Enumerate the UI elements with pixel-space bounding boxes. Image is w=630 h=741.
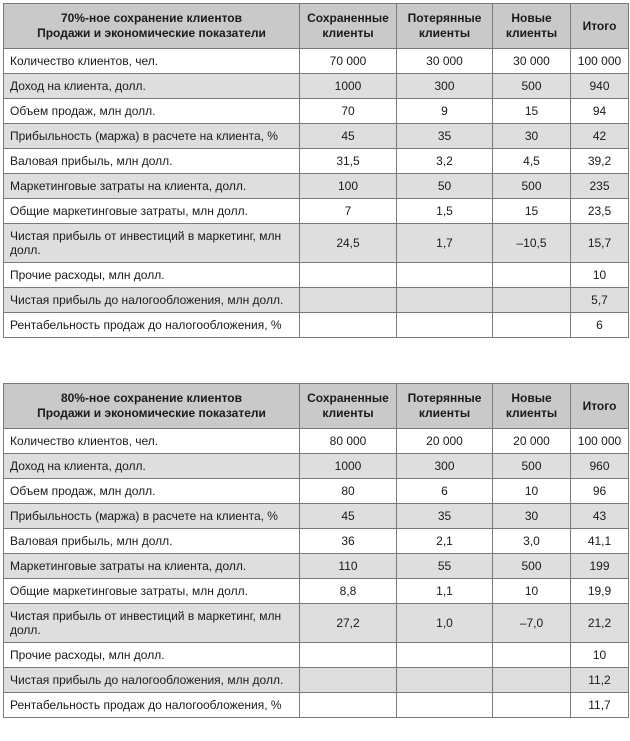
cell-total: 19,9 xyxy=(571,579,629,604)
cell-retained: 110 xyxy=(300,554,397,579)
table-body xyxy=(4,49,629,338)
table-row xyxy=(4,554,629,579)
cell-lost xyxy=(397,693,493,718)
cell-new: 500 xyxy=(493,554,571,579)
cell-retained: 7 xyxy=(300,199,397,224)
column-header-total: Итого xyxy=(571,4,629,49)
column-header-retained: Сохраненные клиенты xyxy=(300,384,397,429)
column-header-lost: Потерянные клиенты xyxy=(397,4,493,49)
cell-new: 500 xyxy=(493,74,571,99)
table-row xyxy=(4,224,629,263)
table-row xyxy=(4,263,629,288)
table-row xyxy=(4,288,629,313)
cell-lost xyxy=(397,668,493,693)
cell-new: 3,0 xyxy=(493,529,571,554)
table-row xyxy=(4,668,629,693)
table-row xyxy=(4,174,629,199)
cell-lost: 1,7 xyxy=(397,224,493,263)
cell-retained xyxy=(300,693,397,718)
row-label: Количество клиентов, чел. xyxy=(4,49,300,74)
cell-new: 500 xyxy=(493,174,571,199)
table-row xyxy=(4,429,629,454)
row-label: Доход на клиента, долл. xyxy=(4,454,300,479)
cell-lost xyxy=(397,643,493,668)
row-label: Прибыльность (маржа) в расчете на клиента, % xyxy=(4,504,300,529)
cell-total: 23,5 xyxy=(571,199,629,224)
table-row xyxy=(4,454,629,479)
cell-lost: 35 xyxy=(397,124,493,149)
cell-retained: 100 xyxy=(300,174,397,199)
cell-retained: 27,2 xyxy=(300,604,397,643)
table-row xyxy=(4,504,629,529)
table-row xyxy=(4,149,629,174)
cell-new xyxy=(493,668,571,693)
cell-lost: 30 000 xyxy=(397,49,493,74)
cell-total: 42 xyxy=(571,124,629,149)
cell-new: 4,5 xyxy=(493,149,571,174)
cell-lost xyxy=(397,263,493,288)
cell-total: 21,2 xyxy=(571,604,629,643)
table-title xyxy=(4,4,300,49)
cell-retained: 1000 xyxy=(300,454,397,479)
table-header-row xyxy=(4,384,629,429)
cell-lost: 1,5 xyxy=(397,199,493,224)
table-header-row xyxy=(4,4,629,49)
cell-new xyxy=(493,263,571,288)
retention-70-table xyxy=(3,3,629,338)
cell-total: 5,7 xyxy=(571,288,629,313)
row-label: Рентабельность продаж до налогообложения, % xyxy=(4,693,300,718)
cell-lost: 55 xyxy=(397,554,493,579)
cell-retained: 80 000 xyxy=(300,429,397,454)
column-header-lost: Потерянные клиенты xyxy=(397,384,493,429)
cell-lost: 1,1 xyxy=(397,579,493,604)
table-title xyxy=(4,384,300,429)
cell-total: 10 xyxy=(571,643,629,668)
cell-new: 30 000 xyxy=(493,49,571,74)
table-title-line1: 80%-ное сохранение клиентов xyxy=(60,391,243,405)
cell-retained: 8,8 xyxy=(300,579,397,604)
row-label: Чистая прибыль от инвестиций в маркетинг, млн долл. xyxy=(4,224,300,263)
row-label: Общие маркетинговые затраты, млн долл. xyxy=(4,579,300,604)
row-label: Доход на клиента, долл. xyxy=(4,74,300,99)
cell-total: 43 xyxy=(571,504,629,529)
table-title-line1: 70%-ное сохранение клиентов xyxy=(60,11,243,25)
table-row xyxy=(4,529,629,554)
cell-retained xyxy=(300,313,397,338)
table-row xyxy=(4,643,629,668)
cell-retained xyxy=(300,263,397,288)
row-label: Маркетинговые затраты на клиента, долл. xyxy=(4,174,300,199)
cell-lost: 35 xyxy=(397,504,493,529)
row-label: Прочие расходы, млн долл. xyxy=(4,643,300,668)
cell-retained: 31,5 xyxy=(300,149,397,174)
cell-total: 100 000 xyxy=(571,49,629,74)
cell-total: 940 xyxy=(571,74,629,99)
row-label: Прочие расходы, млн долл. xyxy=(4,263,300,288)
cell-total: 11,7 xyxy=(571,693,629,718)
cell-new: –10,5 xyxy=(493,224,571,263)
cell-retained: 36 xyxy=(300,529,397,554)
cell-total: 199 xyxy=(571,554,629,579)
retention-80-table xyxy=(3,383,629,718)
table-title-line2: Продажи и экономические показатели xyxy=(37,26,266,40)
cell-lost: 2,1 xyxy=(397,529,493,554)
cell-retained: 45 xyxy=(300,124,397,149)
cell-new: 10 xyxy=(493,479,571,504)
cell-new xyxy=(493,643,571,668)
cell-lost: 3,2 xyxy=(397,149,493,174)
column-header-total: Итого xyxy=(571,384,629,429)
cell-lost: 20 000 xyxy=(397,429,493,454)
cell-new: 30 xyxy=(493,504,571,529)
row-label: Чистая прибыль до налогообложения, млн долл. xyxy=(4,288,300,313)
table-row xyxy=(4,199,629,224)
table-row xyxy=(4,479,629,504)
cell-lost xyxy=(397,313,493,338)
row-label: Рентабельность продаж до налогообложения, % xyxy=(4,313,300,338)
cell-retained: 80 xyxy=(300,479,397,504)
cell-new xyxy=(493,313,571,338)
column-header-new: Новые клиенты xyxy=(493,4,571,49)
cell-lost: 6 xyxy=(397,479,493,504)
cell-retained xyxy=(300,288,397,313)
row-label: Чистая прибыль от инвестиций в маркетинг, млн долл. xyxy=(4,604,300,643)
cell-retained xyxy=(300,643,397,668)
cell-lost: 300 xyxy=(397,74,493,99)
cell-lost: 9 xyxy=(397,99,493,124)
cell-new: 15 xyxy=(493,99,571,124)
cell-retained xyxy=(300,668,397,693)
table-row xyxy=(4,313,629,338)
cell-new: 15 xyxy=(493,199,571,224)
table-row xyxy=(4,74,629,99)
cell-total: 100 000 xyxy=(571,429,629,454)
row-label: Маркетинговые затраты на клиента, долл. xyxy=(4,554,300,579)
table-row xyxy=(4,604,629,643)
column-header-retained: Сохраненные клиенты xyxy=(300,4,397,49)
row-label: Прибыльность (маржа) в расчете на клиента, % xyxy=(4,124,300,149)
cell-total: 94 xyxy=(571,99,629,124)
cell-total: 6 xyxy=(571,313,629,338)
cell-total: 41,1 xyxy=(571,529,629,554)
table-title-line2: Продажи и экономические показатели xyxy=(37,406,266,420)
cell-new xyxy=(493,288,571,313)
cell-new: 20 000 xyxy=(493,429,571,454)
cell-new: –7,0 xyxy=(493,604,571,643)
cell-total: 960 xyxy=(571,454,629,479)
cell-retained: 70 000 xyxy=(300,49,397,74)
cell-total: 10 xyxy=(571,263,629,288)
cell-total: 15,7 xyxy=(571,224,629,263)
cell-lost: 50 xyxy=(397,174,493,199)
cell-new: 500 xyxy=(493,454,571,479)
cell-retained: 45 xyxy=(300,504,397,529)
row-label: Общие маркетинговые затраты, млн долл. xyxy=(4,199,300,224)
cell-total: 235 xyxy=(571,174,629,199)
table-row xyxy=(4,99,629,124)
cell-retained: 24,5 xyxy=(300,224,397,263)
row-label: Объем продаж, млн долл. xyxy=(4,479,300,504)
table-row xyxy=(4,49,629,74)
row-label: Валовая прибыль, млн долл. xyxy=(4,149,300,174)
column-header-new: Новые клиенты xyxy=(493,384,571,429)
cell-total: 39,2 xyxy=(571,149,629,174)
cell-new: 30 xyxy=(493,124,571,149)
table-row xyxy=(4,579,629,604)
row-label: Объем продаж, млн долл. xyxy=(4,99,300,124)
row-label: Количество клиентов, чел. xyxy=(4,429,300,454)
cell-lost: 1,0 xyxy=(397,604,493,643)
cell-lost xyxy=(397,288,493,313)
cell-new xyxy=(493,693,571,718)
cell-new: 10 xyxy=(493,579,571,604)
cell-retained: 1000 xyxy=(300,74,397,99)
row-label: Чистая прибыль до налогообложения, млн долл. xyxy=(4,668,300,693)
cell-total: 11,2 xyxy=(571,668,629,693)
row-label: Валовая прибыль, млн долл. xyxy=(4,529,300,554)
cell-retained: 70 xyxy=(300,99,397,124)
cell-total: 96 xyxy=(571,479,629,504)
cell-lost: 300 xyxy=(397,454,493,479)
table-row xyxy=(4,693,629,718)
table-row xyxy=(4,124,629,149)
table-body xyxy=(4,429,629,718)
